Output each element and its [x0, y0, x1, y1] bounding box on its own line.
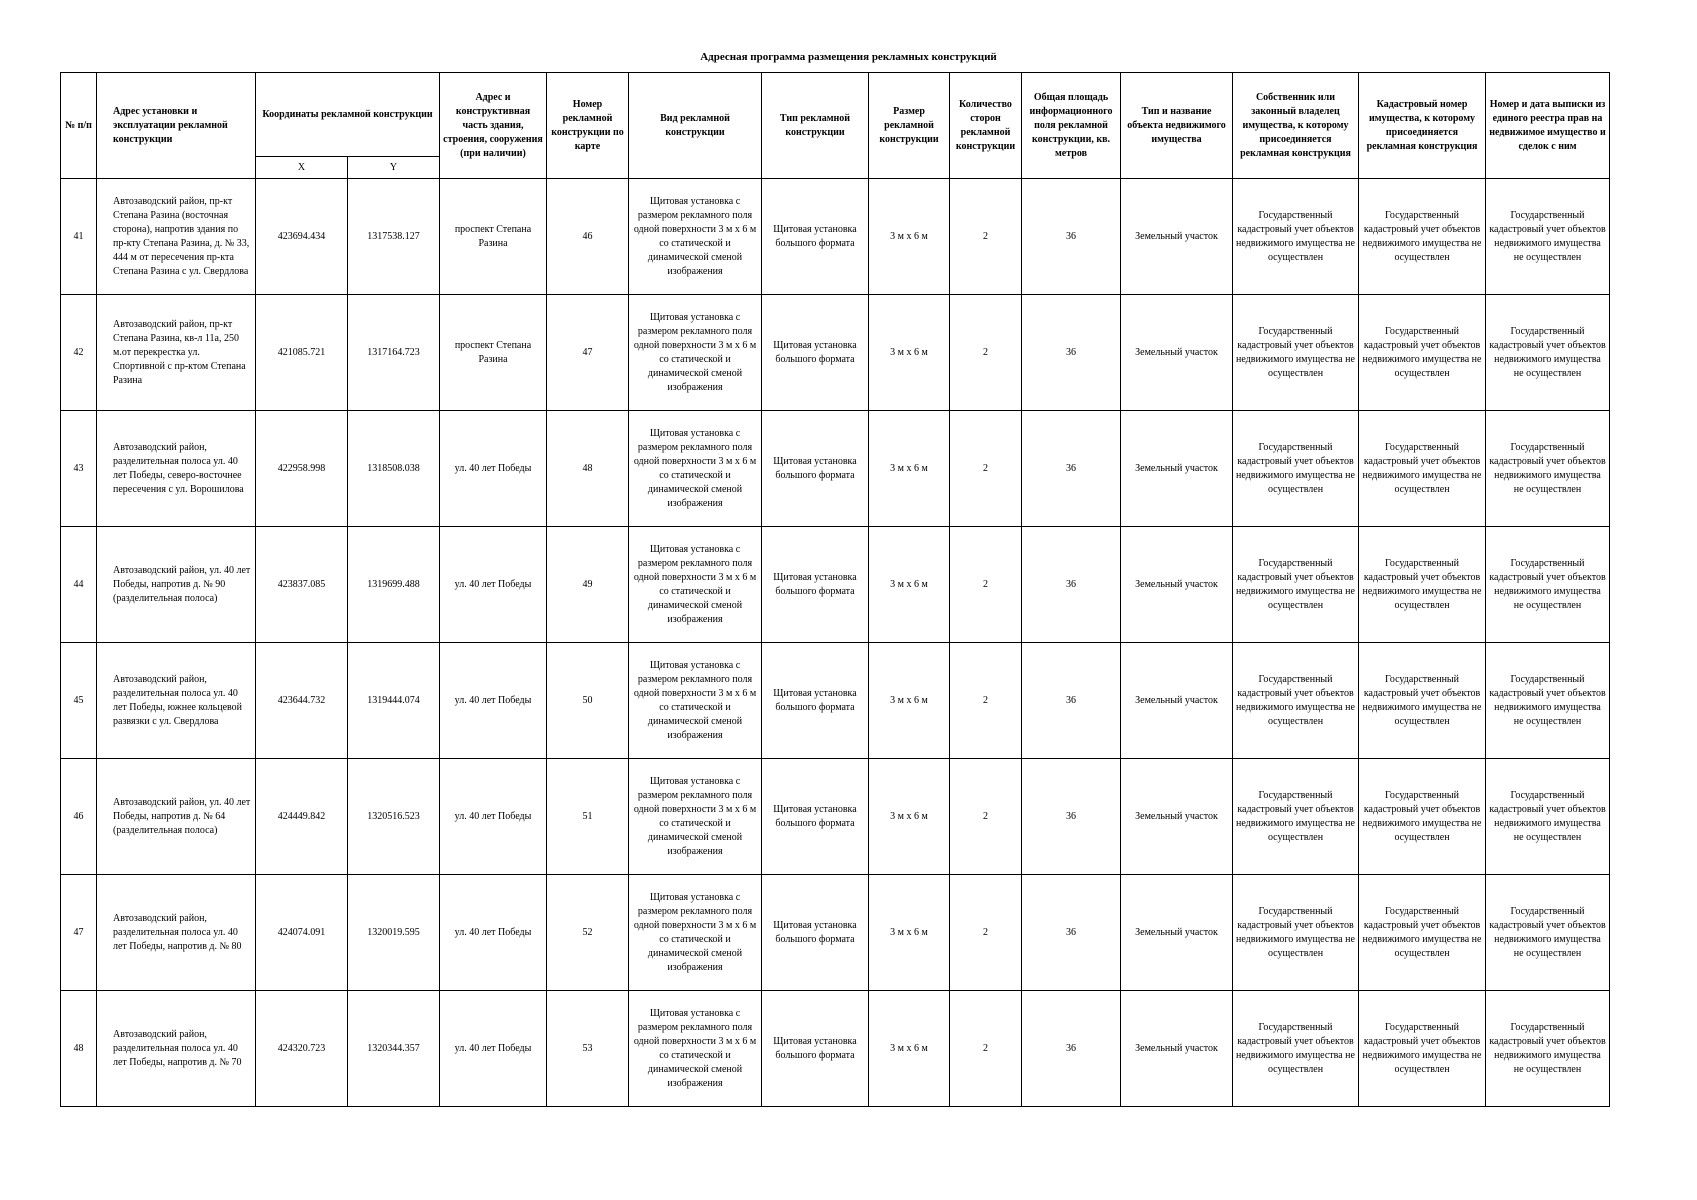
- row-kind-cell: Щитовая установка с размером рекламного поля одной поверхности 3 м х 6 м со статической и динамической сменой изображения: [629, 411, 762, 527]
- header-area: Общая площадь информационного поля рекламной конструкции, кв. метров: [1022, 73, 1121, 179]
- row-map-number-cell: 51: [547, 759, 629, 875]
- row-sides-cell: 2: [950, 179, 1022, 295]
- row-type-cell: Щитовая установка большого формата: [762, 295, 869, 411]
- row-egrn-cell: Государственный кадастровый учет объектов недвижимого имущества не осуществлен: [1486, 643, 1610, 759]
- row-property-cell: Земельный участок: [1121, 411, 1233, 527]
- row-area-cell: 36: [1022, 295, 1121, 411]
- row-building-cell: ул. 40 лет Победы: [440, 875, 547, 991]
- row-sides-cell: 2: [950, 295, 1022, 411]
- row-map-number-cell: 49: [547, 527, 629, 643]
- row-address-cell: Автозаводский район, ул. 40 лет Победы, напротив д. № 64 (разделительная полоса): [97, 759, 256, 875]
- row-x-cell: 423644.732: [256, 643, 348, 759]
- row-building-cell: ул. 40 лет Победы: [440, 527, 547, 643]
- row-type-cell: Щитовая установка большого формата: [762, 759, 869, 875]
- row-cadastre-cell: Государственный кадастровый учет объектов недвижимого имущества не осуществлен: [1359, 295, 1486, 411]
- row-area-cell: 36: [1022, 179, 1121, 295]
- header-owner: Собственник или законный владелец имущества, к которому присоединяется рекламная конструкция: [1233, 73, 1359, 179]
- header-egrn: Номер и дата выписки из единого реестра прав на недвижимое имущество и сделок с ним: [1486, 73, 1610, 179]
- header-x: X: [256, 157, 348, 179]
- table-row: [61, 295, 1610, 411]
- table-row: [61, 643, 1610, 759]
- row-y-cell: 1318508.038: [348, 411, 440, 527]
- row-x-cell: 421085.721: [256, 295, 348, 411]
- row-address-cell: Автозаводский район, разделительная полоса ул. 40 лет Победы, напротив д. № 80: [97, 875, 256, 991]
- row-building-cell: проспект Степана Разина: [440, 295, 547, 411]
- row-size-cell: 3 м х 6 м: [869, 411, 950, 527]
- row-property-cell: Земельный участок: [1121, 643, 1233, 759]
- row-area-cell: 36: [1022, 875, 1121, 991]
- row-address-cell: Автозаводский район, разделительная полоса ул. 40 лет Победы, напротив д. № 70: [97, 991, 256, 1107]
- header-property: Тип и название объекта недвижимого имущества: [1121, 73, 1233, 179]
- row-area-cell: 36: [1022, 643, 1121, 759]
- row-cadastre-cell: Государственный кадастровый учет объектов недвижимого имущества не осуществлен: [1359, 759, 1486, 875]
- row-building-cell: ул. 40 лет Победы: [440, 643, 547, 759]
- row-address-cell: Автозаводский район, пр-кт Степана Разина, кв-л 11а, 250 м.от перекрестка ул. Спортивной с пр-ктом Степана Разина: [97, 295, 256, 411]
- row-owner-cell: Государственный кадастровый учет объектов недвижимого имущества не осуществлен: [1233, 179, 1359, 295]
- row-size-cell: 3 м х 6 м: [869, 875, 950, 991]
- row-owner-cell: Государственный кадастровый учет объектов недвижимого имущества не осуществлен: [1233, 411, 1359, 527]
- row-kind-cell: Щитовая установка с размером рекламного поля одной поверхности 3 м х 6 м со статической и динамической сменой изображения: [629, 875, 762, 991]
- document-title: Адресная программа размещения рекламных конструкций: [700, 51, 997, 63]
- row-size-cell: 3 м х 6 м: [869, 295, 950, 411]
- row-num-cell: 42: [61, 295, 97, 411]
- row-owner-cell: Государственный кадастровый учет объектов недвижимого имущества не осуществлен: [1233, 527, 1359, 643]
- row-building-cell: ул. 40 лет Победы: [440, 411, 547, 527]
- row-egrn-cell: Государственный кадастровый учет объектов недвижимого имущества не осуществлен: [1486, 179, 1610, 295]
- row-cadastre-cell: Государственный кадастровый учет объектов недвижимого имущества не осуществлен: [1359, 875, 1486, 991]
- row-kind-cell: Щитовая установка с размером рекламного поля одной поверхности 3 м х 6 м со статической и динамической сменой изображения: [629, 179, 762, 295]
- table-body: [61, 179, 1610, 1107]
- row-sides-cell: 2: [950, 991, 1022, 1107]
- row-size-cell: 3 м х 6 м: [869, 527, 950, 643]
- row-building-cell: проспект Степана Разина: [440, 179, 547, 295]
- row-property-cell: Земельный участок: [1121, 875, 1233, 991]
- row-egrn-cell: Государственный кадастровый учет объектов недвижимого имущества не осуществлен: [1486, 759, 1610, 875]
- header-kind: Вид рекламной конструкции: [629, 73, 762, 179]
- row-sides-cell: 2: [950, 643, 1022, 759]
- table-row: [61, 179, 1610, 295]
- row-area-cell: 36: [1022, 411, 1121, 527]
- row-area-cell: 36: [1022, 991, 1121, 1107]
- row-property-cell: Земельный участок: [1121, 179, 1233, 295]
- header-map-number: Номер рекламной конструкции по карте: [547, 73, 629, 179]
- row-egrn-cell: Государственный кадастровый учет объектов недвижимого имущества не осуществлен: [1486, 875, 1610, 991]
- row-y-cell: 1319699.488: [348, 527, 440, 643]
- row-sides-cell: 2: [950, 527, 1022, 643]
- row-property-cell: Земельный участок: [1121, 527, 1233, 643]
- row-address-cell: Автозаводский район, пр-кт Степана Разина (восточная сторона), напротив здания по пр-кту Степана Разина, д. № 33, 444 м от пересечения пр-кта Степана Разина с ул. Свердлова: [97, 179, 256, 295]
- row-building-cell: ул. 40 лет Победы: [440, 991, 547, 1107]
- row-kind-cell: Щитовая установка с размером рекламного поля одной поверхности 3 м х 6 м со статической и динамической сменой изображения: [629, 759, 762, 875]
- row-egrn-cell: Государственный кадастровый учет объектов недвижимого имущества не осуществлен: [1486, 411, 1610, 527]
- header-address: Адрес установки и эксплуатации рекламной конструкции: [97, 73, 256, 179]
- header-sides: Количество сторон рекламной конструкции: [950, 73, 1022, 179]
- row-num-cell: 47: [61, 875, 97, 991]
- row-egrn-cell: Государственный кадастровый учет объектов недвижимого имущества не осуществлен: [1486, 991, 1610, 1107]
- row-owner-cell: Государственный кадастровый учет объектов недвижимого имущества не осуществлен: [1233, 643, 1359, 759]
- row-num-cell: 46: [61, 759, 97, 875]
- header-type: Тип рекламной конструкции: [762, 73, 869, 179]
- row-sides-cell: 2: [950, 875, 1022, 991]
- row-cadastre-cell: Государственный кадастровый учет объектов недвижимого имущества не осуществлен: [1359, 643, 1486, 759]
- row-num-cell: 43: [61, 411, 97, 527]
- row-kind-cell: Щитовая установка с размером рекламного поля одной поверхности 3 м х 6 м со статической и динамической сменой изображения: [629, 295, 762, 411]
- row-map-number-cell: 48: [547, 411, 629, 527]
- row-kind-cell: Щитовая установка с размером рекламного поля одной поверхности 3 м х 6 м со статической и динамической сменой изображения: [629, 527, 762, 643]
- row-sides-cell: 2: [950, 759, 1022, 875]
- row-owner-cell: Государственный кадастровый учет объектов недвижимого имущества не осуществлен: [1233, 759, 1359, 875]
- header-cadastre: Кадастровый номер имущества, к которому присоединяется рекламная конструкция: [1359, 73, 1486, 179]
- row-type-cell: Щитовая установка большого формата: [762, 179, 869, 295]
- row-area-cell: 36: [1022, 759, 1121, 875]
- row-num-cell: 48: [61, 991, 97, 1107]
- row-num-cell: 44: [61, 527, 97, 643]
- row-map-number-cell: 52: [547, 875, 629, 991]
- row-x-cell: 424320.723: [256, 991, 348, 1107]
- table-row: [61, 991, 1610, 1107]
- row-property-cell: Земельный участок: [1121, 759, 1233, 875]
- row-building-cell: ул. 40 лет Победы: [440, 759, 547, 875]
- row-address-cell: Автозаводский район, ул. 40 лет Победы, напротив д. № 90 (разделительная полоса): [97, 527, 256, 643]
- row-address-cell: Автозаводский район, разделительная полоса ул. 40 лет Победы, южнее кольцевой развязки с ул. Свердлова: [97, 643, 256, 759]
- row-cadastre-cell: Государственный кадастровый учет объектов недвижимого имущества не осуществлен: [1359, 411, 1486, 527]
- row-size-cell: 3 м х 6 м: [869, 759, 950, 875]
- row-type-cell: Щитовая установка большого формата: [762, 527, 869, 643]
- row-egrn-cell: Государственный кадастровый учет объектов недвижимого имущества не осуществлен: [1486, 527, 1610, 643]
- table-row: [61, 875, 1610, 991]
- row-type-cell: Щитовая установка большого формата: [762, 875, 869, 991]
- table-row: [61, 411, 1610, 527]
- row-area-cell: 36: [1022, 527, 1121, 643]
- row-owner-cell: Государственный кадастровый учет объектов недвижимого имущества не осуществлен: [1233, 295, 1359, 411]
- row-size-cell: 3 м х 6 м: [869, 643, 950, 759]
- row-y-cell: 1320019.595: [348, 875, 440, 991]
- row-y-cell: 1319444.074: [348, 643, 440, 759]
- row-type-cell: Щитовая установка большого формата: [762, 411, 869, 527]
- row-egrn-cell: Государственный кадастровый учет объектов недвижимого имущества не осуществлен: [1486, 295, 1610, 411]
- row-address-cell: Автозаводский район, разделительная полоса ул. 40 лет Победы, северо-восточнее пересечения с ул. Ворошилова: [97, 411, 256, 527]
- advertising-structures-table: [60, 72, 1610, 1107]
- row-map-number-cell: 53: [547, 991, 629, 1107]
- header-size: Размер рекламной конструкции: [869, 73, 950, 179]
- row-y-cell: 1320344.357: [348, 991, 440, 1107]
- row-map-number-cell: 47: [547, 295, 629, 411]
- row-owner-cell: Государственный кадастровый учет объектов недвижимого имущества не осуществлен: [1233, 991, 1359, 1107]
- row-owner-cell: Государственный кадастровый учет объектов недвижимого имущества не осуществлен: [1233, 875, 1359, 991]
- header-y: Y: [348, 157, 440, 179]
- table-row: [61, 759, 1610, 875]
- row-x-cell: 422958.998: [256, 411, 348, 527]
- row-property-cell: Земельный участок: [1121, 295, 1233, 411]
- row-y-cell: 1320516.523: [348, 759, 440, 875]
- row-type-cell: Щитовая установка большого формата: [762, 991, 869, 1107]
- row-cadastre-cell: Государственный кадастровый учет объектов недвижимого имущества не осуществлен: [1359, 991, 1486, 1107]
- row-size-cell: 3 м х 6 м: [869, 991, 950, 1107]
- row-size-cell: 3 м х 6 м: [869, 179, 950, 295]
- row-property-cell: Земельный участок: [1121, 991, 1233, 1107]
- header-num: № п/п: [61, 73, 97, 179]
- row-type-cell: Щитовая установка большого формата: [762, 643, 869, 759]
- row-map-number-cell: 46: [547, 179, 629, 295]
- row-sides-cell: 2: [950, 411, 1022, 527]
- header-coords: Координаты рекламной конструкции: [256, 73, 440, 157]
- row-x-cell: 423694.434: [256, 179, 348, 295]
- row-kind-cell: Щитовая установка с размером рекламного поля одной поверхности 3 м х 6 м со статической и динамической сменой изображения: [629, 991, 762, 1107]
- row-kind-cell: Щитовая установка с размером рекламного поля одной поверхности 3 м х 6 м со статической и динамической сменой изображения: [629, 643, 762, 759]
- row-num-cell: 41: [61, 179, 97, 295]
- row-x-cell: 424449.842: [256, 759, 348, 875]
- row-map-number-cell: 50: [547, 643, 629, 759]
- row-x-cell: 424074.091: [256, 875, 348, 991]
- row-cadastre-cell: Государственный кадастровый учет объектов недвижимого имущества не осуществлен: [1359, 179, 1486, 295]
- row-y-cell: 1317538.127: [348, 179, 440, 295]
- row-cadastre-cell: Государственный кадастровый учет объектов недвижимого имущества не осуществлен: [1359, 527, 1486, 643]
- row-y-cell: 1317164.723: [348, 295, 440, 411]
- table-row: [61, 527, 1610, 643]
- row-x-cell: 423837.085: [256, 527, 348, 643]
- row-num-cell: 45: [61, 643, 97, 759]
- header-building: Адрес и конструктивная часть здания, строения, сооружения (при наличии): [440, 73, 547, 179]
